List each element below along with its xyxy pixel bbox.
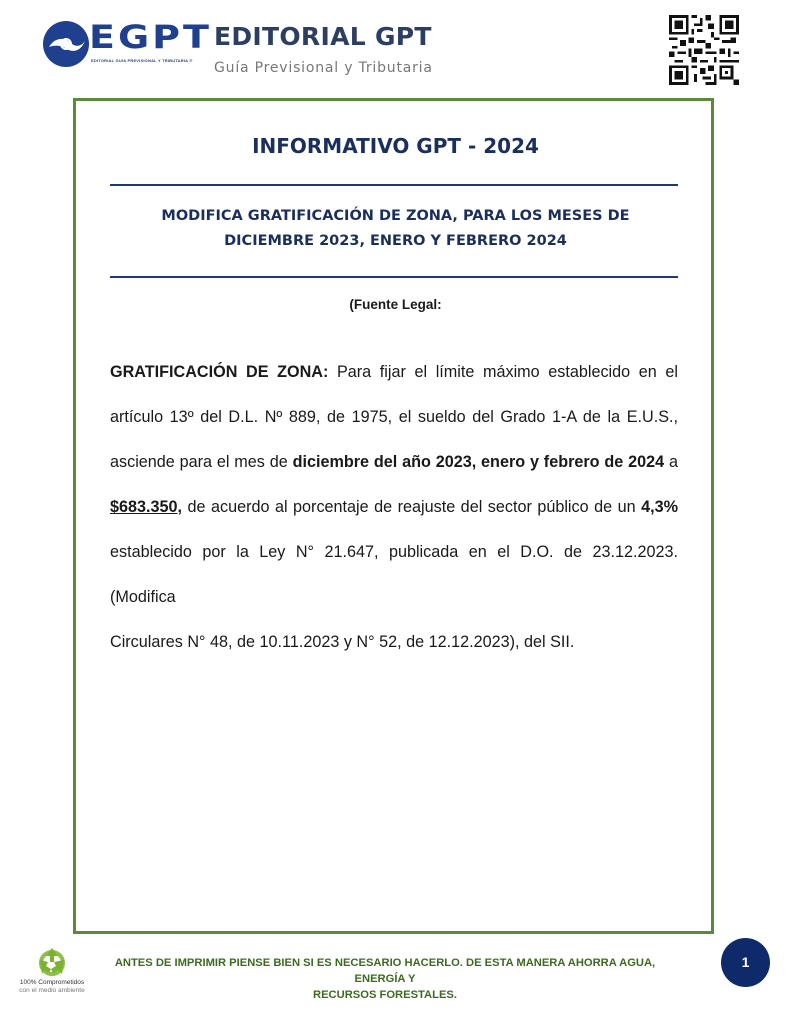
body-line-1: GRATIFICACIÓN DE ZONA: Para fijar el límite máximo establecido en el — [110, 363, 678, 381]
body-line-2: artículo 13º del D.L. Nº 889, de 1975, el sueldo del Grado 1-A de la E.U.S., — [110, 408, 678, 426]
body-line-3: asciende para el mes de diciembre del año 2023, enero y febrero de 2024 a — [110, 453, 678, 471]
page-number-badge: 1 — [721, 938, 770, 987]
document-body — [110, 350, 678, 665]
subtitle-divider — [110, 276, 678, 278]
legal-source: (Fuente Legal: — [349, 297, 442, 312]
period-highlight: diciembre del año 2023, enero y febrero de 2024 — [292, 453, 665, 471]
print-notice-line-1: ANTES DE IMPRIMIR PIENSE BIEN SI ES NECESARIO HACERLO. DE ESTA MANERA AHORRA AGUA, ENERGÍA Y — [114, 957, 656, 985]
subtitle-line-2: DICIEMBRE 2023, ENERO Y FEBRERO 2024 — [224, 233, 567, 249]
logo-letters: EGPT — [89, 18, 212, 56]
brand-title: EDITORIAL GPT — [214, 22, 432, 51]
subtitle-line-1: MODIFICA GRATIFICACIÓN DE ZONA, PARA LOS MESES DE — [161, 208, 630, 224]
amount-highlight: $683.350 — [110, 498, 178, 516]
eco-badge — [12, 946, 92, 1000]
recycle-icon — [34, 946, 70, 978]
eco-line-1: 100% Comprometidos — [19, 979, 85, 986]
print-notice-line-2: RECURSOS FORESTALES. — [313, 989, 457, 1001]
egpt-logo-icon — [43, 21, 89, 67]
print-notice — [95, 955, 675, 1003]
section-label: GRATIFICACIÓN DE ZONA: — [110, 363, 329, 381]
body-line-5: establecido por la Ley N° 21.647, publicada en el D.O. de 23.12.2023. (Modifica — [110, 543, 678, 606]
eco-line-2: con el medio ambiente — [19, 987, 85, 994]
egpt-logo — [43, 18, 212, 71]
document-subtitle — [100, 204, 691, 254]
document-title: INFORMATIVO GPT - 2024 — [252, 134, 539, 158]
brand-subtitle: Guía Previsional y Tributaria — [214, 60, 433, 76]
qr-code-icon — [668, 15, 740, 85]
logo-tagline: EDITORIAL GUIA PREVISIONAL Y TRIBUTARIA ® — [91, 58, 193, 63]
body-line-4: $683.350, de acuerdo al porcentaje de reajuste del sector público de un 4,3% — [110, 498, 678, 516]
percentage-highlight: 4,3% — [641, 498, 678, 516]
body-line-6: Circulares N° 48, de 10.11.2023 y N° 52, de 12.12.2023), del SII. — [110, 633, 575, 651]
title-divider — [110, 184, 678, 186]
